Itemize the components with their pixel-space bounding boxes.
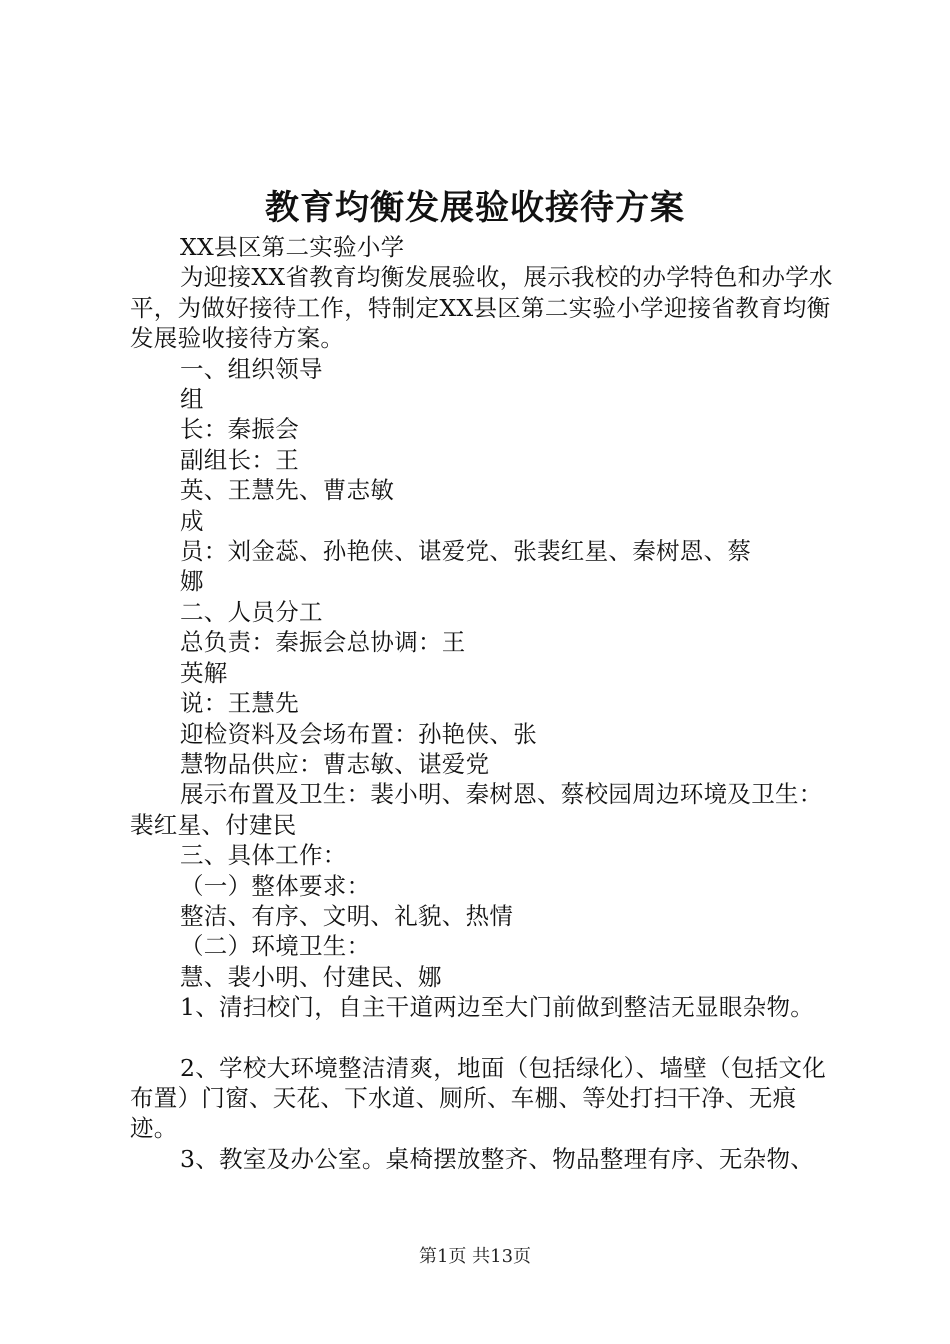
list-item: 3、教室及办公室。桌椅摆放整齐、物品整理有序、无杂物、 [180,1144,815,1173]
school-name: XX县区第二实验小学 [180,233,405,261]
subsection-heading: （二）环境卫生： [180,932,371,961]
document-title: 教育均衡发展验收接待方案 [265,188,685,228]
text-line: 说：王慧先 [180,689,299,718]
subsection-heading: （一）整体要求： [180,871,371,900]
text-line: 英、王慧先、曹志敏 [180,476,395,505]
text-line: 慧、裴小明、付建民、娜 [180,962,442,991]
section-heading: 二、人员分工 [180,597,323,626]
text-line: 慧物品供应：曹志敏、谌爱党 [180,749,490,778]
page-footer: 第1页 共13页 [418,1246,532,1267]
text-line: 娜 [180,567,204,596]
text-line: 员：刘金蕊、孙艳侠、谌爱党、张裴红星、秦树恩、蔡 [180,537,752,566]
text-line: 迎检资料及会场布置：孙艳侠、张 [180,719,537,748]
intro-paragraph: 为迎接XX省教育均衡发展验收，展示我校的办学特色和办学水平，为做好接待工作，特制定XX县区第二实验小学迎接省教育均衡发展验收接待方案。 [130,263,833,353]
list-item: 2、学校大环境整洁清爽，地面（包括绿化）、墙壁（包括文化布置）门窗、天花、下水道、厕所、车棚、等处打扫干净、无痕迹。 [130,1053,827,1143]
text-line: 英解 [180,658,228,687]
section-heading: 一、组织领导 [180,354,323,383]
section-heading: 三、具体工作： [180,841,347,870]
text-paragraph: 展示布置及卫生：裴小明、秦树恩、蔡校园周边环境及卫生：裴红星、付建民 [130,780,823,839]
paragraph-gap [130,1023,842,1053]
text-line: 总负责：秦振会总协调：王 [180,628,466,657]
list-item: 1、清扫校门，自主干道两边至大门前做到整洁无显眼杂物。 [180,993,815,1022]
text-line: 长：秦振会 [180,415,299,444]
text-line: 整洁、有序、文明、礼貌、热情 [180,901,514,930]
document-body [130,232,842,1174]
text-line: 成 [180,506,204,535]
text-line: 组 [180,385,204,414]
text-line: 副组长：王 [180,445,299,474]
